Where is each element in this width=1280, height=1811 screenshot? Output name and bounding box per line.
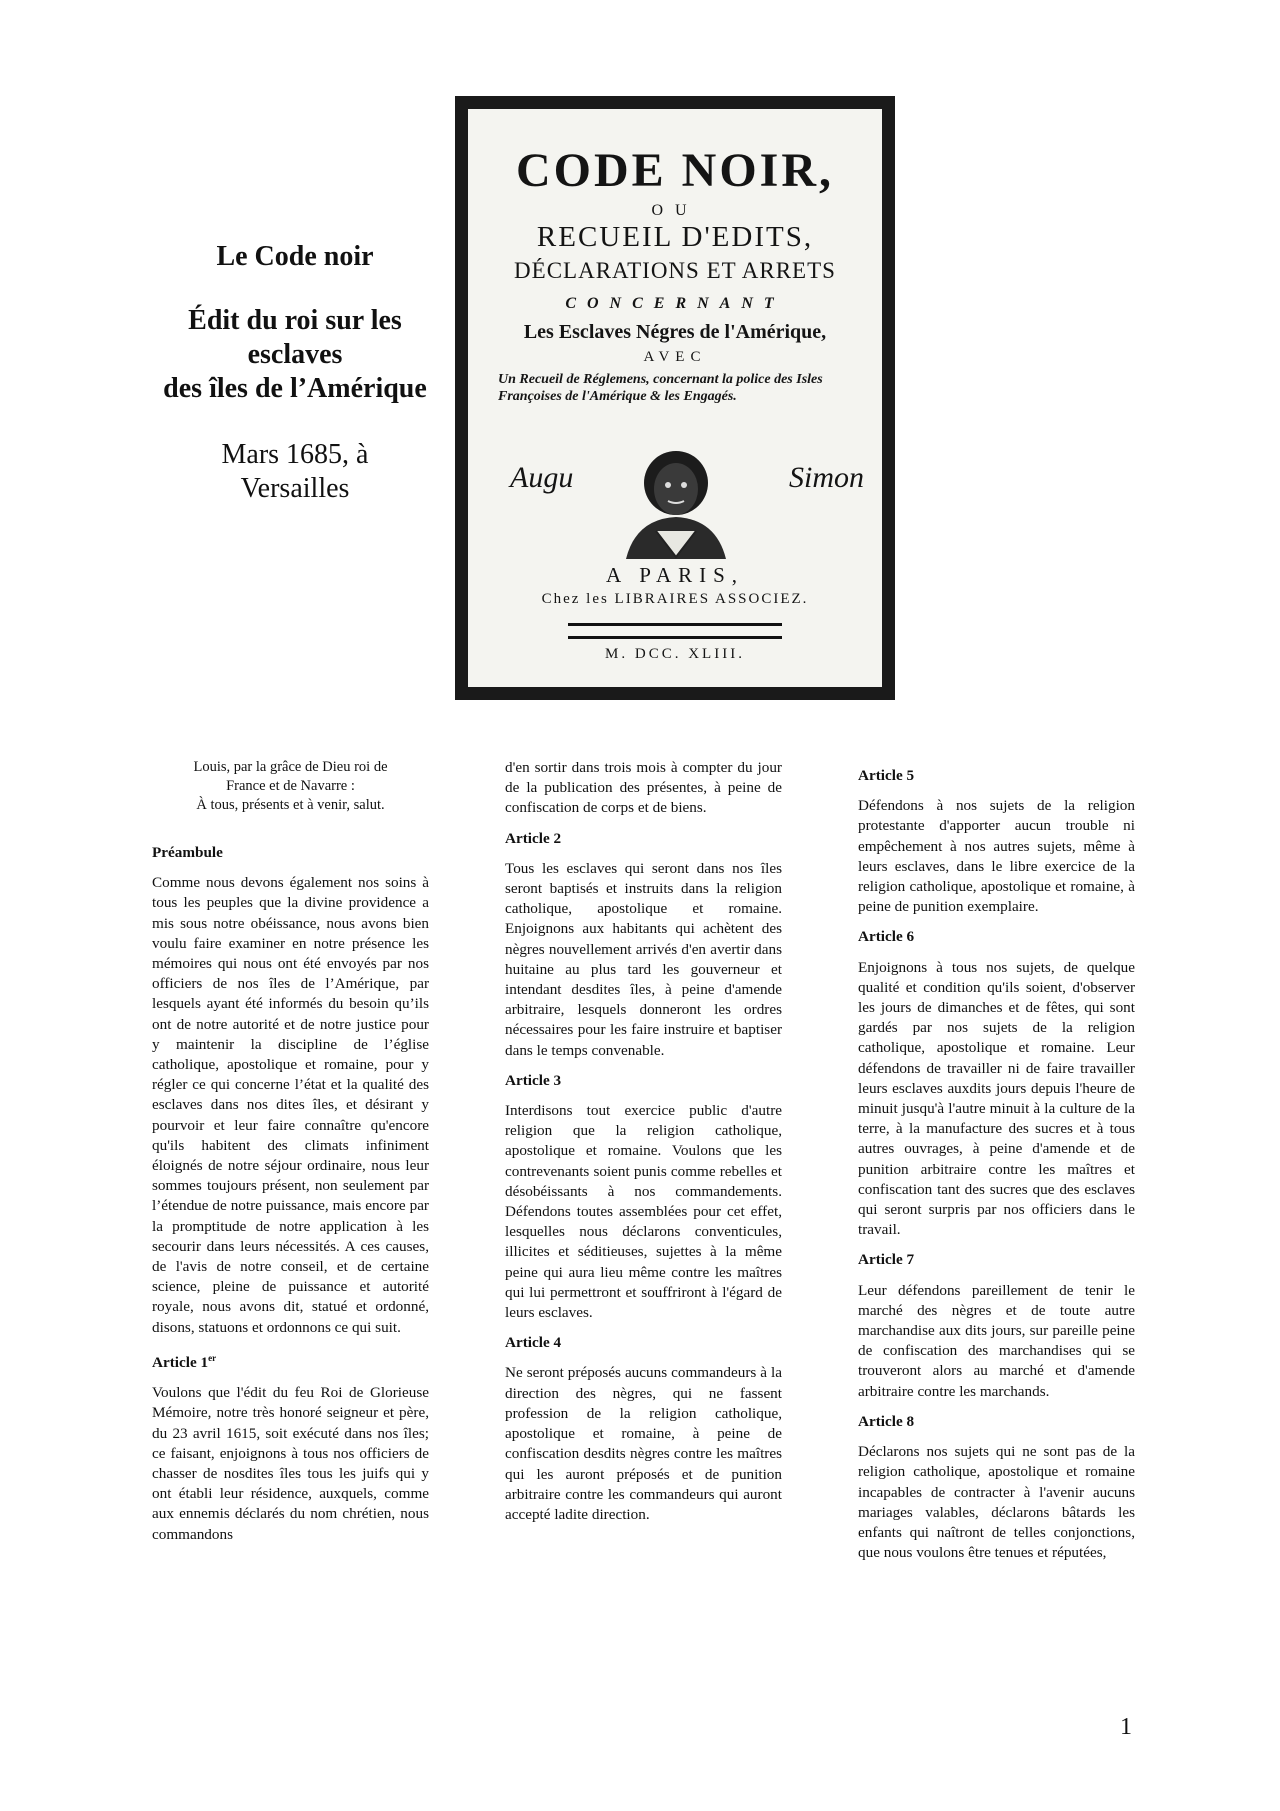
frontis-title: CODE NOIR, bbox=[515, 144, 835, 197]
article-6-text: Enjoignons à tous nos sujets, de quelque qualité et condition qu'ils soient, d'observer les jours de dimanches et de fêtes, qui sont gardés par nos sujets de la religion catholique, apostolique et romaine. Leur défendons de travailler ni de faire travailler leurs esclaves auxdits jours depuis l'heure de minuit jusqu'à l'autre minuit à la culture de la terre, à la manufacture des sucres et à tous autres ouvrages, à peine d'amende et de punition arbitraire contre les maîtres et confiscation tant des sucres que des esclaves qui seront surpris par nos officiers dans le travail. bbox=[858, 958, 1135, 1239]
frontis-paris: A PARIS, bbox=[605, 563, 745, 587]
frontis-avec: AVEC bbox=[643, 349, 707, 365]
signature-left: Augu bbox=[510, 461, 574, 494]
article-8-heading: Article 8 bbox=[858, 1412, 915, 1430]
frontis-recueil-reglemens: Un Recueil de Réglemens, concernant la police des Isles Françoises de l'Amérique & les Engagés. bbox=[498, 372, 823, 404]
title-block bbox=[150, 240, 440, 506]
portrait-engraving bbox=[616, 439, 736, 559]
article-1-sup: er bbox=[208, 1352, 217, 1363]
text-column-3 bbox=[858, 766, 1135, 1563]
article-4-heading: Article 4 bbox=[505, 1334, 562, 1352]
signature-right: Simon bbox=[789, 461, 864, 494]
document-title: Le Code noir bbox=[216, 241, 374, 272]
article-7-heading: Article 7 bbox=[858, 1251, 915, 1269]
article-1-heading bbox=[152, 1348, 429, 1373]
frontis-libraires: Chez les LIBRAIRES ASSOCIEZ. bbox=[541, 591, 809, 607]
article-7-text: Leur défendons pareillement de tenir le marché des nègres et de toute autre marchandise aux dits jours, sur pareille peine de confiscation des marchandises qui se trouveront alors au marché et d'amende arbitraire contre les marchands. bbox=[858, 1281, 1135, 1400]
frontispiece-image bbox=[455, 96, 895, 700]
royal-address bbox=[152, 758, 429, 815]
article-8-text: Déclarons nos sujets qui ne sont pas de la religion catholique, apostolique et romaine incapables de contracter à l'avenir aucuns mariages valables, déclarons bâtards les enfants qui naîtront de telles conjonctions, que nous voulons être tenues et réputées, bbox=[858, 1443, 1135, 1562]
article-6-heading: Article 6 bbox=[858, 928, 915, 946]
article-4-text: Ne seront préposés aucuns commandeurs à la direction des nègres, qui ne fassent profession de la religion catholique, apostolique et romaine, à peine de confiscation desdits nègres contre les maîtres qui les auront préposés et de punition arbitraire contre les commandeurs qui auront accepté ladite direction. bbox=[505, 1364, 782, 1523]
preambule-heading: Préambule bbox=[152, 844, 223, 861]
frontispiece-page bbox=[468, 109, 882, 687]
address-line: À tous, présents et à venir, salut. bbox=[196, 797, 385, 813]
frontis-declarations: DÉCLARATIONS ET ARRETS bbox=[514, 258, 836, 283]
frontis-rule bbox=[568, 623, 782, 639]
article-1-text: Voulons que l'édit du feu Roi de Glorieuse Mémoire, notre très honoré seigneur et père, du 23 avril 1615, soit exécuté dans nos îles; ce faisant, enjoignons à tous nos officiers de chasser de nosdites îles tous les juifs qui y ont établi leur résidence, auxquels, comme aux ennemis déclarés du nom chrétien, nous commandons bbox=[152, 1384, 429, 1543]
text-column-2 bbox=[505, 758, 782, 1525]
document-subtitle bbox=[150, 304, 440, 406]
frontis-year: M. DCC. XLIII. bbox=[605, 646, 745, 662]
text-column-1 bbox=[152, 758, 429, 1545]
frontis-esclaves: Les Esclaves Négres de l'Amérique, bbox=[523, 321, 827, 343]
date-line: Versailles bbox=[240, 473, 350, 504]
subtitle-line: Édit du roi sur les bbox=[188, 305, 402, 336]
document-date bbox=[150, 438, 440, 506]
frontis-ou: OU bbox=[651, 202, 699, 219]
article-1-continued: d'en sortir dans trois mois à compter du jour de la publication des présentes, à peine de confiscation de corps et de biens. bbox=[505, 759, 782, 817]
article-2-text: Tous les esclaves qui seront dans nos îles seront baptisés et instruits dans la religion catholique, apostolique et romaine. Enjoignons aux habitants qui achètent des nègres nouvellement arrivés d'en avertir dans huitaine au plus tard les gouverneur et intendant desdites îles, à peine d'amende arbitraire, lesquels donneront les ordres nécessaires pour les faire instruire et baptiser dans le temps convenable. bbox=[505, 859, 782, 1059]
frontis-concernant: CONCERNANT bbox=[565, 295, 785, 312]
article-5-text: Défendons à nos sujets de la religion protestante d'apporter aucun trouble ni empêchement à nos autres sujets, même à leurs esclaves, dans le libre exercice de la religion catholique, apostolique et romaine, à peine de punition exemplaire. bbox=[858, 797, 1135, 916]
subtitle-line: des îles de l’Amérique bbox=[163, 373, 427, 404]
address-line: France et de Navarre : bbox=[226, 778, 355, 794]
article-2-heading: Article 2 bbox=[505, 829, 562, 847]
article-5-heading: Article 5 bbox=[858, 767, 915, 784]
article-3-heading: Article 3 bbox=[505, 1071, 562, 1089]
article-1-label: Article 1 bbox=[152, 1353, 209, 1371]
subtitle-line: esclaves bbox=[247, 339, 343, 370]
page-number: 1 bbox=[1120, 1714, 1132, 1740]
preambule-text: Comme nous devons également nos soins à tous les peuples que la divine providence a mis sous notre obéissance, nous avons bien voulu faire examiner en notre présence les mémoires qui nous ont été envoyés par nos officiers de nos îles de l’Amérique, par lesquels ayant été informés du besoin qu’ils ont de notre autorité et de notre justice pour y maintenir la discipline de l’église catholique, apostolique et romaine, pour y régler ce qui concerne l’état et la qualité des esclaves dans nos dites îles, et désirant y pourvoir et leur faire connaître qu'encore qu'ils habitent des climats infiniment éloignés de notre séjour ordinaire, nous leur sommes toujours présent, non seulement par l’étendue de notre puissance, mais encore par la promptitude de notre application à les secourir dans leurs nécessités. A ces causes, de l'avis de notre conseil, et de certaine science, pleine de puissance et autorité royale, nous avons dit, statué et ordonné, disons, statuons et ordonnons ce qui suit. bbox=[152, 874, 429, 1336]
address-line: Louis, par la grâce de Dieu roi de bbox=[193, 759, 388, 775]
article-3-text: Interdisons tout exercice public d'autre religion que la religion catholique, apostolique et romaine. Voulons que les contrevenants soient punis comme rebelles et désobéissants à nos commandements. Défendons toutes assemblées pour cet effet, lesquelles nous déclarons conventicules, illicites et séditieuses, sujettes à la même peine qui aura lieu même contre les maîtres qui lui permettront et souffriront à l'égard de leurs esclaves. bbox=[505, 1102, 782, 1322]
date-line: Mars 1685, à bbox=[221, 439, 369, 470]
frontis-recueil: RECUEIL D'EDITS, bbox=[536, 221, 814, 253]
